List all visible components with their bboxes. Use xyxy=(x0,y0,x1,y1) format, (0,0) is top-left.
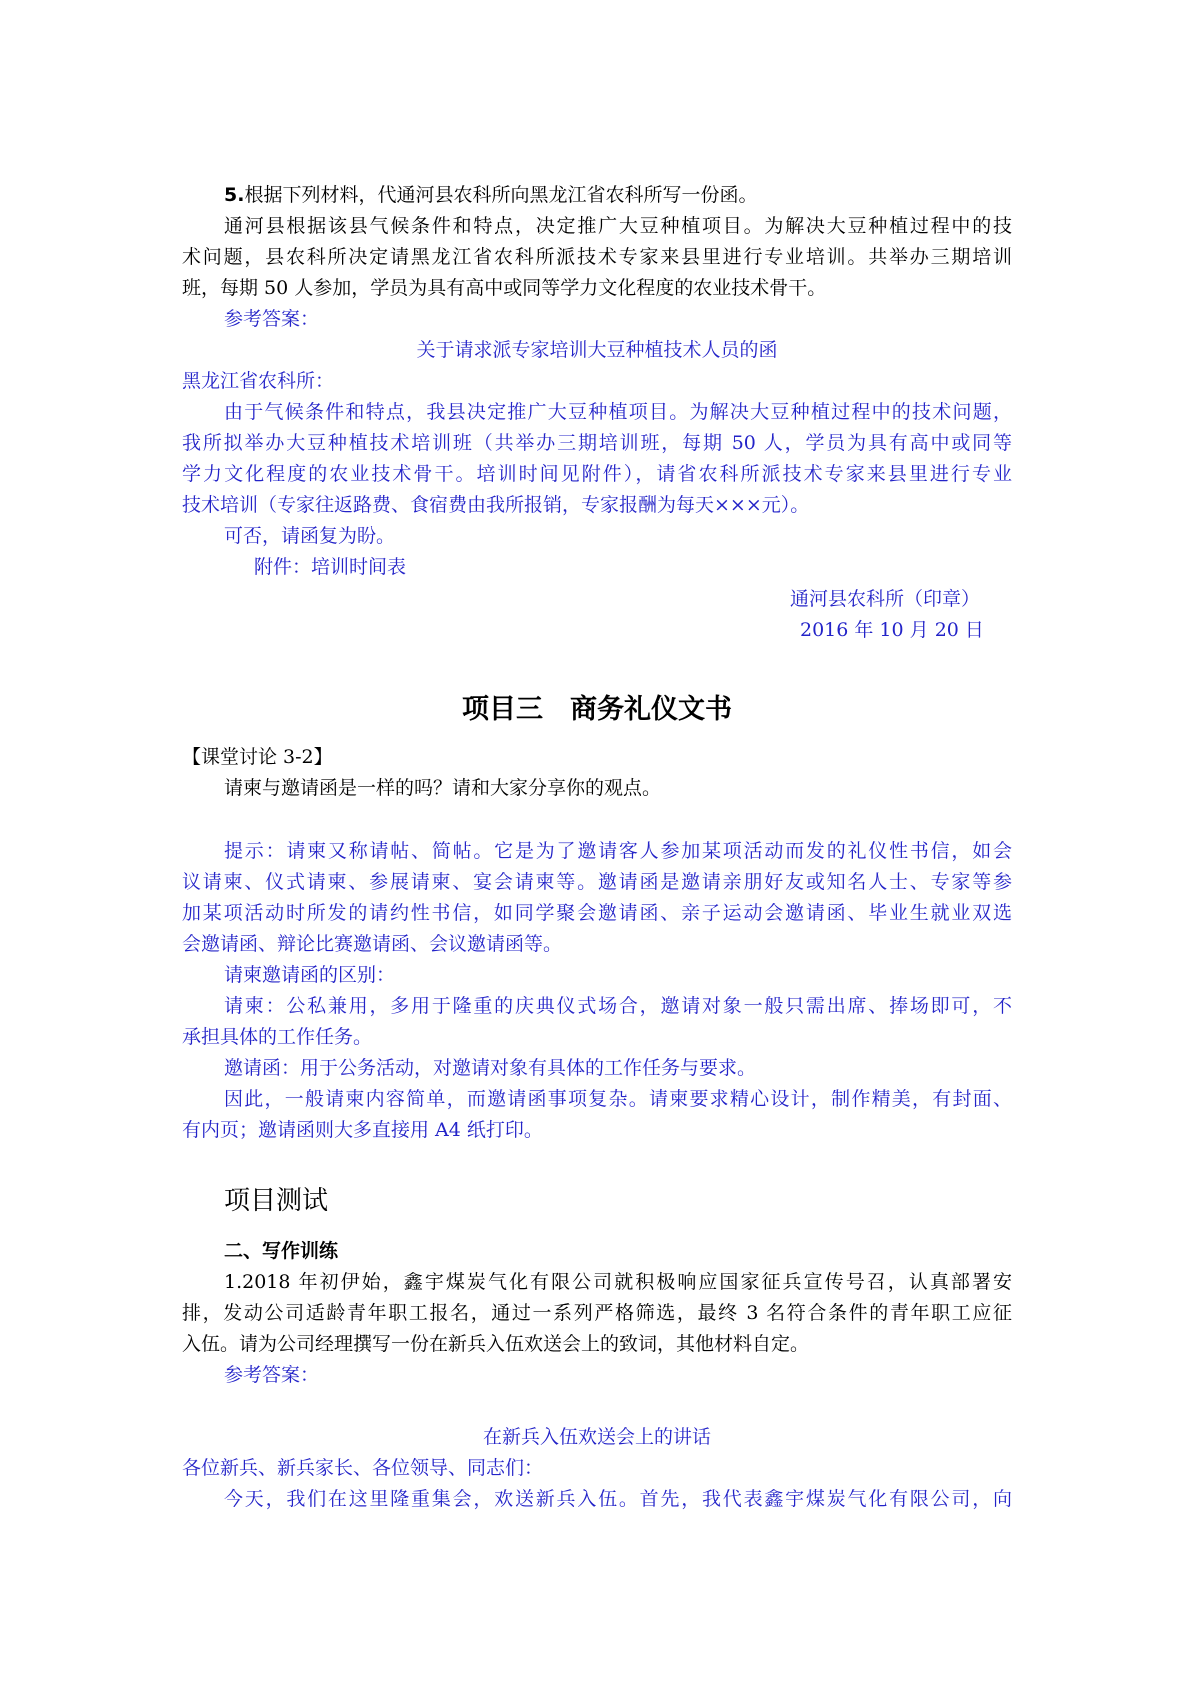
qingjian-line: 请柬：公私兼用，多用于隆重的庆典仪式场合，邀请对象一般只需出席、捧场即可，不 xyxy=(224,995,1012,1017)
hint-line: 会邀请函、辩论比赛邀请函、会议邀请函等。 xyxy=(182,933,563,955)
yaoqinghan-line: 邀请函：用于公务活动，对邀请对象有具体的工作任务与要求。 xyxy=(224,1057,757,1079)
letter-body-line: 我所拟举办大豆种植技术培训班（共举办三期培训班，每期 50 人，学员为具有高中或同等 xyxy=(182,432,1012,454)
test-question-line: 排，发动公司适龄青年职工报名，通过一系列严格筛选，最终 3 名符合条件的青年职工应征 xyxy=(182,1302,1012,1324)
discussion-label: 【课堂讨论 3-2】 xyxy=(182,746,333,768)
letter-body-line: 技术培训（专家往返路费、食宿费由我所报销，专家报酬为每天×××元）。 xyxy=(182,494,810,516)
test-subheading: 二、写作训练 xyxy=(224,1240,339,1262)
letter-closing: 可否，请函复为盼。 xyxy=(224,525,396,547)
letter-attachment: 附件：培训时间表 xyxy=(254,556,407,578)
q5-material-line: 通河县根据该县气候条件和特点，决定推广大豆种植项目。为解决大豆种植过程中的技 xyxy=(224,215,1012,237)
letter-body-line: 由于气候条件和特点，我县决定推广大豆种植项目。为解决大豆种植过程中的技术问题， xyxy=(224,401,1012,423)
speech-title: 在新兵入伍欢送会上的讲话 xyxy=(482,1426,711,1448)
test-heading: 项目测试 xyxy=(224,1186,329,1216)
hint-line: 议请柬、仪式请柬、参展请柬、宴会请柬等。邀请函是邀请亲朋好友或知名人士、专家等参 xyxy=(182,871,1012,893)
speech-body-line: 今天，我们在这里隆重集会，欢送新兵入伍。首先，我代表鑫宇煤炭气化有限公司，向 xyxy=(224,1488,1012,1510)
letter-body-line: 学力文化程度的农业技术骨干。培训时间见附件），请省农科所派技术专家来县里进行专业 xyxy=(182,463,1012,485)
hint-line: 加某项活动时所发的请约性书信，如同学聚会邀请函、亲子运动会邀请函、毕业生就业双选 xyxy=(182,902,1012,924)
letter-signature: 通河县农科所（印章） xyxy=(790,588,981,610)
qingjian-line: 承担具体的工作任务。 xyxy=(182,1026,373,1048)
q5-material-line: 术问题，县农科所决定请黑龙江省农科所派技术专家来县里进行专业培训。共举办三期培训 xyxy=(182,246,1012,268)
test-question-line: 入伍。请为公司经理撰写一份在新兵入伍欢送会上的致词，其他材料自定。 xyxy=(182,1333,810,1355)
letter-date: 2016 年 10 月 20 日 xyxy=(800,619,984,641)
difference-title: 请柬邀请函的区别： xyxy=(224,964,396,986)
section-heading: 项目三 商务礼仪文书 xyxy=(462,694,732,725)
discussion-question: 请柬与邀请函是一样的吗？请和大家分享你的观点。 xyxy=(224,777,662,799)
q5-number: 5. xyxy=(224,184,245,206)
q5-prompt xyxy=(224,180,757,210)
speech-salutation: 各位新兵、新兵家长、各位领导、同志们： xyxy=(182,1457,544,1479)
conclusion-line: 因此，一般请柬内容简单，而邀请函事项复杂。请柬要求精心设计，制作精美，有封面、 xyxy=(224,1088,1012,1110)
test-question-line: 1.2018 年初伊始，鑫宇煤炭气化有限公司就积极响应国家征兵宣传号召，认真部署安 xyxy=(224,1271,1012,1293)
hint-line: 提示：请柬又称请帖、简帖。它是为了邀请客人参加某项活动而发的礼仪性书信，如会 xyxy=(224,840,1012,862)
q5-prompt-text: 根据下列材料，代通河县农科所向黑龙江省农科所写一份函。 xyxy=(244,184,758,206)
test-answer-label: 参考答案： xyxy=(224,1364,320,1386)
q5-answer-label: 参考答案： xyxy=(224,308,320,330)
conclusion-line: 有内页；邀请函则大多直接用 A4 纸打印。 xyxy=(182,1119,543,1141)
q5-material-line: 班，每期 50 人参加，学员为具有高中或同等学力文化程度的农业技术骨干。 xyxy=(182,277,827,299)
letter-title: 关于请求派专家培训大豆种植技术人员的函 xyxy=(416,339,778,361)
letter-recipient: 黑龙江省农科所： xyxy=(182,370,335,392)
